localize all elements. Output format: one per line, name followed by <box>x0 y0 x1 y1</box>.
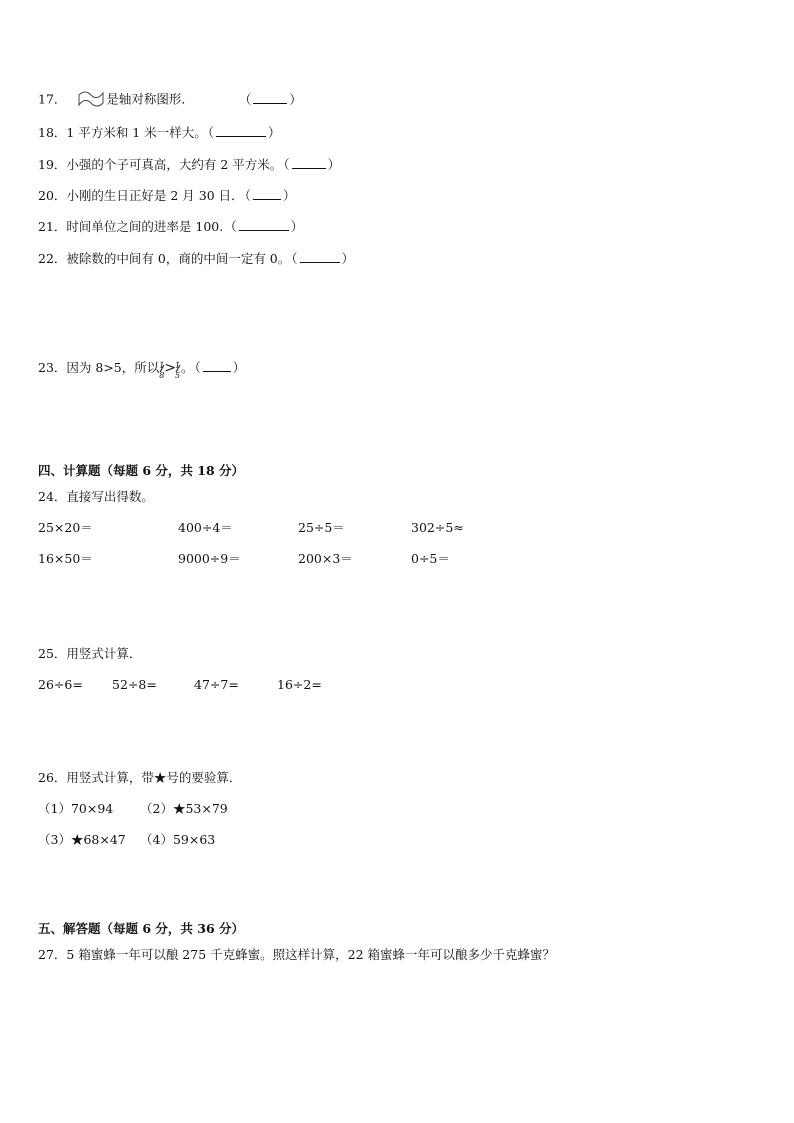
paren-open: （ <box>244 188 251 203</box>
calc-item: 400÷4＝ <box>178 520 233 535</box>
calc-item: 26÷6= <box>38 677 83 692</box>
section-5-title: 五、解答题（每题 6 分，共 36 分） <box>38 921 245 936</box>
question-19 <box>38 156 341 173</box>
question-text: 时间单位之间的进率是 100. <box>66 219 224 234</box>
calc-item: （4）59×63 <box>140 832 216 847</box>
paren-close: ） <box>282 188 296 203</box>
question-number: 20． <box>38 188 67 203</box>
fraction-denominator: 5 <box>175 370 181 380</box>
fraction-numerator: 1 <box>159 360 165 370</box>
wave-shape-icon <box>78 89 104 111</box>
question-number: 25． <box>38 646 67 661</box>
question-text: 用竖式计算，带★号的要验算． <box>66 770 242 785</box>
question-21 <box>38 218 304 235</box>
section-4-title: 四、计算题（每题 6 分，共 18 分） <box>38 463 245 478</box>
fraction-denominator: 8 <box>159 370 165 380</box>
answer-blank[interactable] <box>300 250 340 263</box>
answer-blank[interactable] <box>239 218 289 231</box>
paren-open: （ <box>238 91 252 107</box>
calc-item: 47÷7= <box>194 677 239 692</box>
question-20 <box>38 187 296 204</box>
question-text: 因为 8>5，所以 <box>66 360 160 375</box>
paren-close: ） <box>327 157 341 172</box>
calc-item: 200×3＝ <box>298 551 353 566</box>
fraction-one-eighth <box>159 360 165 378</box>
question-number: 18． <box>38 125 67 140</box>
calc-item: （3）★68×47 <box>38 832 126 847</box>
calc-item: 52÷8= <box>112 677 157 692</box>
question-26 <box>38 770 241 786</box>
calc-item: 302÷5≈ <box>411 520 464 535</box>
question-text: 小强的个子可真高，大约有 2 平方米。 <box>66 157 283 172</box>
question-text: 被除数的中间有 0，商的中间一定有 0。 <box>66 251 291 266</box>
question-text: 1 平方米和 1 米一样大。 <box>66 125 207 140</box>
calc-item: 16×50＝ <box>38 551 93 566</box>
paren-open: （ <box>283 157 290 172</box>
paren-close: ） <box>341 251 355 266</box>
question-number: 22． <box>38 251 67 266</box>
answer-blank[interactable] <box>253 91 287 104</box>
calc-item: 25÷5＝ <box>298 520 345 535</box>
question-17 <box>38 89 303 111</box>
question-text: 是轴对称图形． <box>106 91 194 107</box>
question-22 <box>38 250 355 267</box>
paren-open: （ <box>224 219 237 234</box>
answer-blank[interactable] <box>216 124 266 137</box>
calc-item: 9000÷9＝ <box>178 551 241 566</box>
fraction-numerator: 1 <box>175 360 181 370</box>
calc-item: （1）70×94 <box>38 801 114 816</box>
paren-close: ） <box>289 91 302 107</box>
calc-item: 25×20＝ <box>38 520 93 535</box>
question-text: 直接写出得数。 <box>66 489 154 504</box>
question-number: 24． <box>38 489 67 504</box>
question-24 <box>38 489 154 505</box>
question-23 <box>38 359 246 378</box>
answer-blank[interactable] <box>292 156 326 169</box>
paren-close: ） <box>268 125 281 140</box>
question-number: 21． <box>38 219 67 234</box>
question-27 <box>38 947 555 963</box>
fraction-one-fifth <box>175 360 181 378</box>
question-number: 27． <box>38 947 67 962</box>
calc-item: 16÷2= <box>277 677 322 692</box>
paren-open: （ <box>207 125 214 140</box>
paren-close: ） <box>232 360 246 375</box>
question-text: 5 箱蜜蜂一年可以酿 275 千克蜂蜜。照这样计算，22 箱蜜蜂一年可以酿多少千克蜂蜜？ <box>66 947 556 962</box>
calc-item: （2）★53×79 <box>140 801 228 816</box>
question-text: 用竖式计算． <box>66 646 142 661</box>
paren-close: ） <box>290 219 304 234</box>
greater-than-sign: > <box>164 360 176 376</box>
question-number: 26． <box>38 770 67 785</box>
question-number: 23． <box>38 360 67 375</box>
calc-item: 0÷5＝ <box>411 551 450 566</box>
question-18 <box>38 124 282 141</box>
question-text-end: 。 <box>181 360 194 375</box>
question-number: 19． <box>38 157 67 172</box>
question-text: 小刚的生日正好是 2 月 30 日． <box>66 188 244 203</box>
paren-open: （ <box>291 251 298 266</box>
question-number: 17． <box>38 91 67 107</box>
answer-blank[interactable] <box>253 187 281 200</box>
question-25 <box>38 646 141 662</box>
answer-blank[interactable] <box>203 359 231 372</box>
paren-open: （ <box>194 360 201 375</box>
